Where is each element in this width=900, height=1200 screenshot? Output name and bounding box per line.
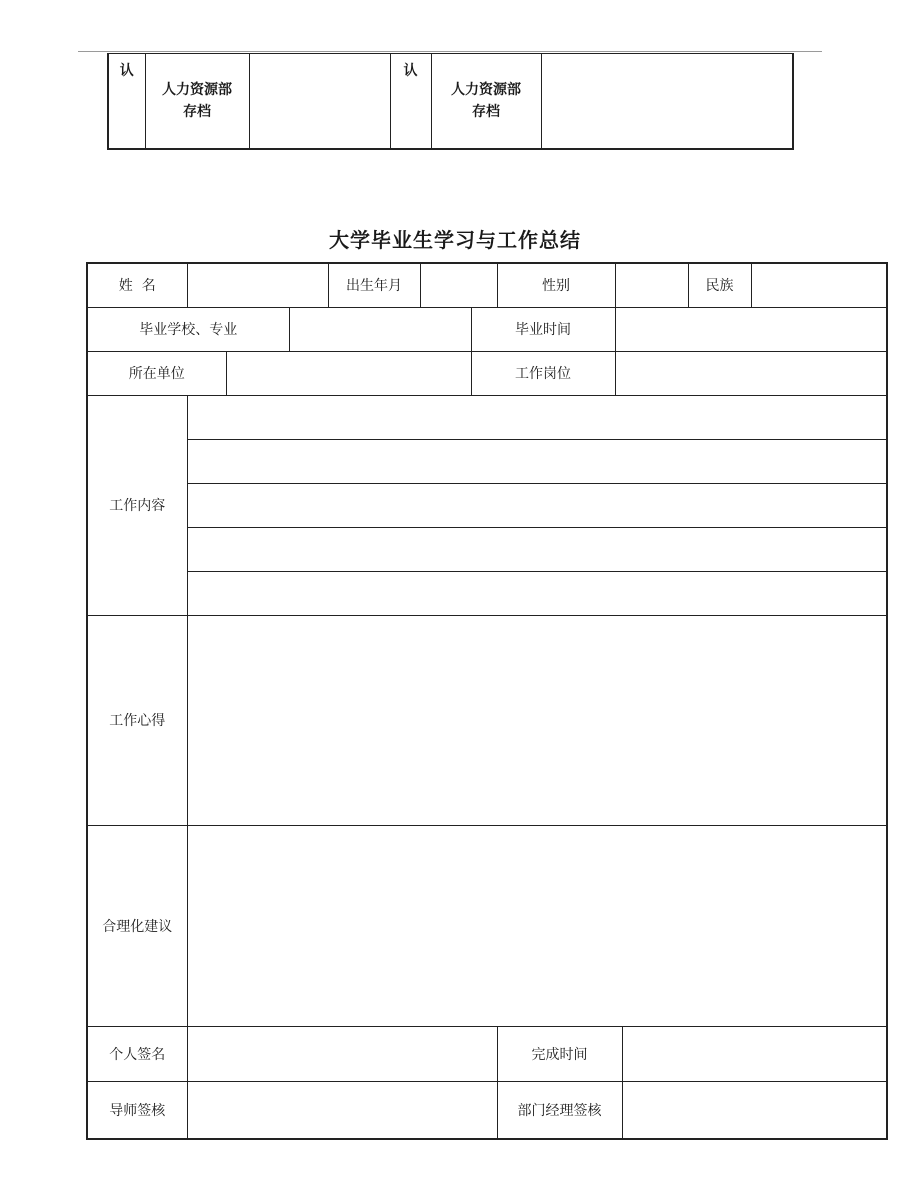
signature-field[interactable]	[187, 1026, 497, 1081]
row-basic-info	[87, 263, 887, 307]
ethnicity-label: 民族	[688, 263, 751, 307]
work-unit-field[interactable]	[226, 351, 471, 395]
confirm-label-left: 认	[108, 54, 145, 150]
completion-time-label: 完成时间	[497, 1026, 622, 1081]
name-field[interactable]	[187, 263, 328, 307]
work-experience-field[interactable]	[187, 615, 887, 825]
work-content-line[interactable]	[187, 439, 887, 483]
work-content-line[interactable]	[187, 395, 887, 439]
school-major-field[interactable]	[289, 307, 471, 351]
hr-archive-field-left[interactable]	[249, 54, 390, 150]
row-employment	[87, 351, 887, 395]
suggestion-label: 合理化建议	[87, 825, 187, 1026]
signature-label: 个人签名	[87, 1026, 187, 1081]
row-signature	[87, 1026, 887, 1081]
suggestion-field[interactable]	[187, 825, 887, 1026]
row-education	[87, 307, 887, 351]
previous-form-fragment	[107, 53, 794, 150]
ethnicity-field[interactable]	[751, 263, 887, 307]
mentor-review-field[interactable]	[187, 1081, 497, 1139]
hr-archive-label-left	[145, 54, 249, 150]
graduation-time-field[interactable]	[615, 307, 887, 351]
graduation-time-label: 毕业时间	[471, 307, 615, 351]
manager-review-label: 部门经理签核	[497, 1081, 622, 1139]
manager-review-field[interactable]	[622, 1081, 887, 1139]
job-position-field[interactable]	[615, 351, 887, 395]
work-content-line[interactable]	[187, 527, 887, 571]
work-unit-label: 所在单位	[87, 351, 226, 395]
mentor-review-label: 导师签核	[87, 1081, 187, 1139]
birth-date-field[interactable]	[420, 263, 497, 307]
work-content-label: 工作内容	[87, 395, 187, 615]
work-content-line[interactable]	[187, 483, 887, 527]
school-major-label: 毕业学校、专业	[87, 307, 289, 351]
page-top-rule	[78, 51, 822, 52]
row-review	[87, 1081, 887, 1139]
hr-archive-line2-right: 存档	[472, 104, 500, 120]
summary-form	[86, 262, 888, 1140]
name-label: 姓 名	[87, 263, 187, 307]
page-title: 大学毕业生学习与工作总结	[329, 228, 581, 252]
job-position-label: 工作岗位	[471, 351, 615, 395]
gender-label: 性别	[497, 263, 615, 307]
work-experience-label: 工作心得	[87, 615, 187, 825]
completion-time-field[interactable]	[622, 1026, 887, 1081]
gender-field[interactable]	[615, 263, 688, 307]
hr-archive-line1-left: 人力资源部	[162, 82, 232, 98]
hr-archive-field-right[interactable]	[541, 54, 793, 150]
hr-archive-line1-right: 人力资源部	[451, 82, 521, 98]
work-content-line[interactable]	[187, 571, 887, 615]
birth-date-label: 出生年月	[328, 263, 420, 307]
hr-archive-label-right	[431, 54, 541, 150]
confirm-label-right: 认	[390, 54, 431, 150]
hr-archive-line2-left: 存档	[183, 104, 211, 120]
